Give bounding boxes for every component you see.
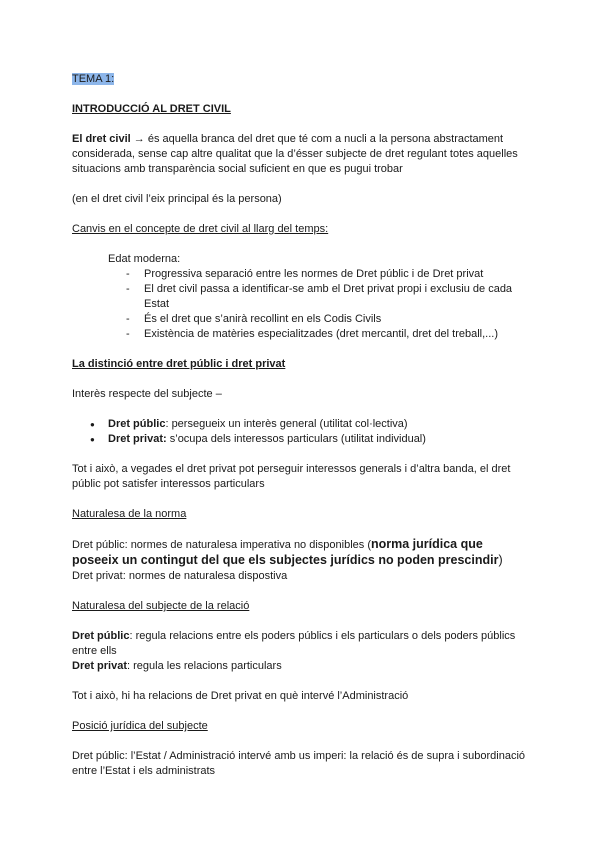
list-item bbox=[90, 432, 532, 447]
list-item: - És el dret que s’anirà recollint en els Codis Civils bbox=[126, 312, 532, 327]
bullet-text: : persegueix un interès general (utilitat col·lectiva) bbox=[165, 418, 408, 430]
changes-block bbox=[72, 252, 532, 342]
definition-text: és aquella branca del dret que té com a nucli a la persona abstractament considerada, sense cap altre qualitat que la d’ésser subjecte de dret regulant totes aquelles situacions amb transparència social suficient en que es pugui trobar bbox=[72, 133, 518, 175]
legal-position-heading: Posició jurídica del subjecte bbox=[72, 720, 208, 732]
norm-public-paragraph bbox=[72, 537, 532, 569]
definition-term: El dret civil bbox=[72, 133, 131, 145]
changes-heading: Canvis en el concepte de dret civil al llarg del temps: bbox=[72, 223, 329, 235]
subject-private-term: Dret privat bbox=[72, 660, 128, 672]
norm-public-prefix: Dret públic: normes de naturalesa imperativa no disponibles ( bbox=[72, 539, 371, 551]
subject-nature-heading: Naturalesa del subjecte de la relació bbox=[72, 600, 250, 612]
arrow-glyph: → bbox=[130, 133, 148, 145]
distinction-heading: La distinció entre dret públic i dret privat bbox=[72, 358, 286, 370]
list-item: - Progressiva separació entre les normes de Dret públic i de Dret privat bbox=[126, 267, 532, 282]
bullet-text: s’ocupa dels interessos particulars (utilitat individual) bbox=[166, 433, 426, 445]
subject-public-paragraph bbox=[72, 629, 532, 659]
list-item bbox=[90, 417, 532, 432]
distinction-summary: Tot i això, a vegades el dret privat pot perseguir interessos generals i d’altra banda, el dret públic pot satisfer interessos particulars bbox=[72, 463, 511, 490]
era-label: Edat moderna: bbox=[108, 253, 181, 265]
legal-position-text: Dret públic: l’Estat / Administració intervé amb us imperi: la relació és de supra i subordinació entre l’Estat i els administrats bbox=[72, 750, 526, 777]
subject-public-term: Dret públic bbox=[72, 630, 130, 642]
interest-list bbox=[72, 417, 532, 447]
subject-summary: Tot i això, hi ha relacions de Dret privat en què intervé l’Administració bbox=[72, 690, 409, 702]
list-item: - Existència de matèries especialitzades (dret mercantil, dret del treball,...) bbox=[126, 327, 532, 342]
norm-public-suffix: ) bbox=[498, 553, 503, 567]
tema-highlight: TEMA 1: bbox=[72, 73, 115, 85]
changes-list bbox=[108, 267, 532, 342]
tema-label bbox=[72, 72, 532, 87]
bullet-term: Dret privat: bbox=[108, 433, 167, 445]
note-text: (en el dret civil l’eix principal és la persona) bbox=[72, 193, 282, 205]
subject-public-text: : regula relacions entre els poders públics i els particulars o dels poders públics entre ells bbox=[72, 630, 516, 657]
subject-private-text: : regula les relacions particulars bbox=[127, 660, 282, 672]
definition-paragraph bbox=[72, 132, 532, 177]
interest-intro: Interès respecte del subjecte – bbox=[72, 388, 222, 400]
subject-private-paragraph bbox=[72, 659, 532, 674]
norm-nature-heading: Naturalesa de la norma bbox=[72, 508, 187, 520]
bullet-term: Dret públic bbox=[108, 418, 166, 430]
document-content bbox=[72, 72, 532, 779]
page-title: INTRODUCCIÓ AL DRET CIVIL bbox=[72, 103, 231, 115]
norm-public-emphasis: norma jurídica que poseeix un contingut del que els subjectes jurídics no poden prescindir bbox=[72, 537, 499, 567]
norm-private-text: Dret privat: normes de naturalesa dispostiva bbox=[72, 570, 288, 582]
list-item: - El dret civil passa a identificar-se amb el Dret privat propi i exclusiu de cada Estat bbox=[126, 282, 532, 312]
